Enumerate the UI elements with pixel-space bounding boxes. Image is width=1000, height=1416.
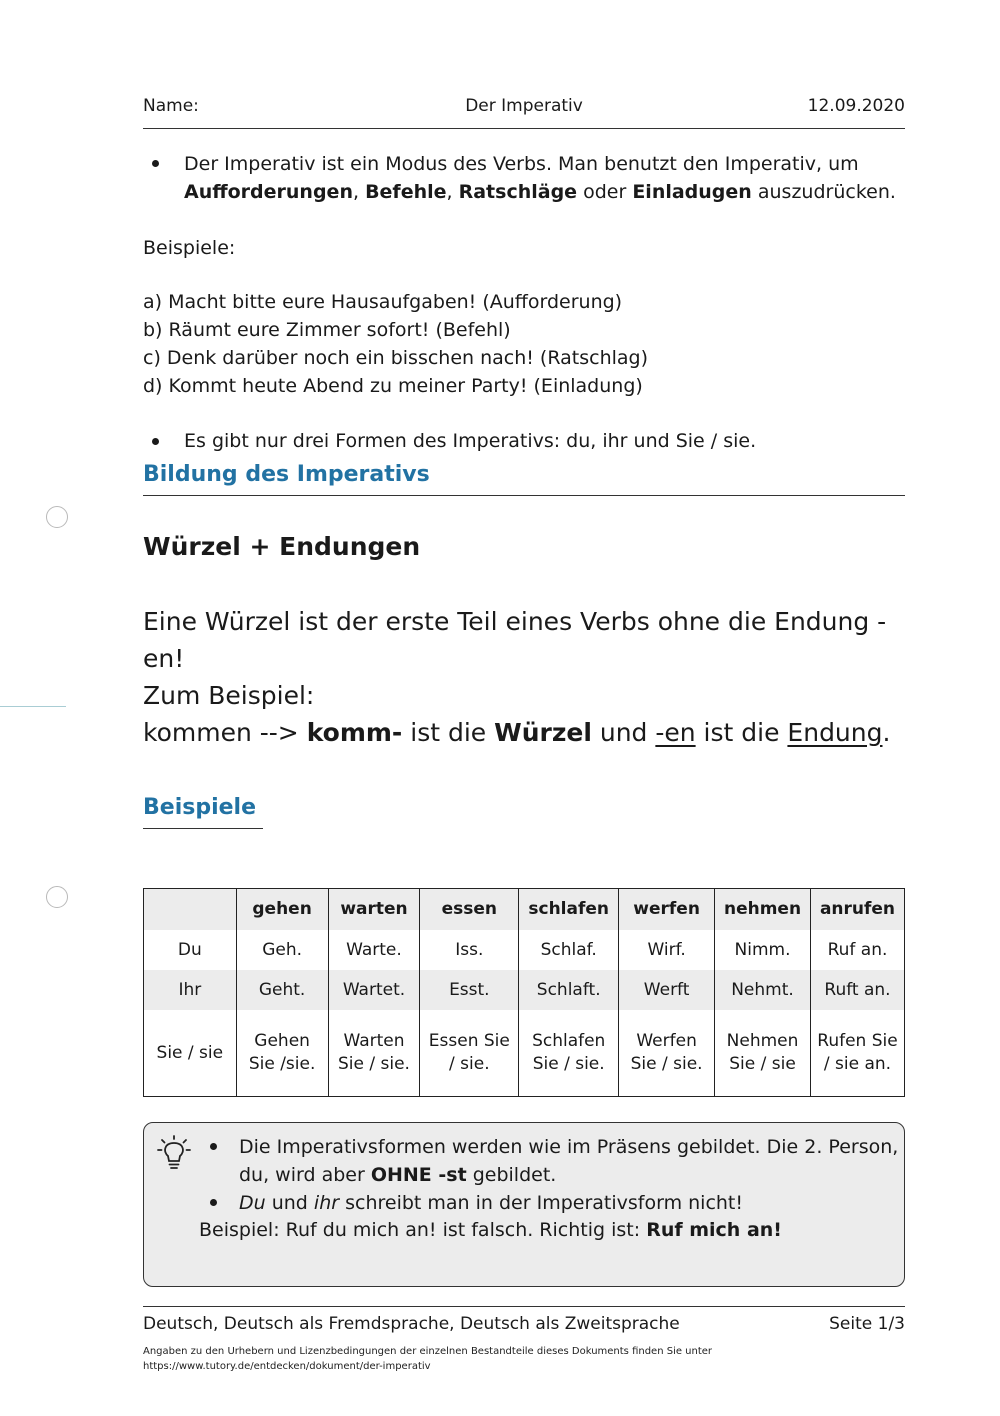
tip-example: Beispiel: Ruf du mich an! ist falsch. Richtig ist: Ruf mich an! [199, 1219, 782, 1241]
tip-bullet-1: Die Imperativsformen werden wie im Präsens gebildet. Die 2. Person, du, wird aber OHNE -st gebildet. [239, 1136, 899, 1186]
table-cell: Werft [619, 970, 715, 1010]
section-rule [143, 495, 905, 496]
imperative-table [143, 888, 905, 1097]
fold-mark [0, 706, 66, 707]
row-label: Du [144, 930, 237, 970]
page-title: Der Imperativ [465, 96, 583, 116]
tip-box [143, 1122, 905, 1287]
table-cell: Iss. [420, 930, 519, 970]
column-header: warten [328, 889, 420, 931]
table-header-row [144, 889, 905, 931]
tip-bullet-2: Du und ihr schreibt man in der Imperativsform nicht! [239, 1192, 743, 1214]
column-header: schlafen [519, 889, 619, 931]
bullet-icon [152, 160, 159, 167]
table-cell: Ruf an. [810, 930, 904, 970]
date: 12.09.2020 [807, 96, 905, 116]
bullet-icon [210, 1199, 217, 1206]
table-cell: Geh. [236, 930, 328, 970]
subheading-wuerzel: Würzel + Endungen [143, 532, 421, 561]
table-cell: Warten Sie / sie. [328, 1010, 420, 1097]
table-cell: Wirf. [619, 930, 715, 970]
row-label: Sie / sie [144, 1010, 237, 1097]
examples-heading: Beispiele: [143, 237, 236, 259]
table-cell: Nehmen Sie / sie [715, 1010, 811, 1097]
table-row [144, 930, 905, 970]
footer-subjects: Deutsch, Deutsch als Fremdsprache, Deutsch als Zweitsprache [143, 1314, 680, 1334]
punch-hole-mark [46, 506, 68, 528]
table-row [144, 970, 905, 1010]
example-item: b) Räumt eure Zimmer sofort! (Befehl) [143, 319, 511, 341]
example-item: d) Kommt heute Abend zu meiner Party! (Einladung) [143, 375, 643, 397]
column-header: nehmen [715, 889, 811, 931]
section-title-bildung: Bildung des Imperativs [143, 462, 430, 487]
name-label: Name: [143, 96, 199, 116]
section-underline [143, 828, 263, 829]
table-cell: Werfen Sie / sie. [619, 1010, 715, 1097]
page-number: Seite 1/3 [829, 1314, 905, 1334]
table-cell: Essen Sie / sie. [420, 1010, 519, 1097]
column-header: anrufen [810, 889, 904, 931]
license-url[interactable]: https://www.tutory.de/entdecken/dokument/der-imperativ [143, 1361, 431, 1372]
license-notice: Angaben zu den Urhebern und Lizenzbedingungen der einzelnen Bestandteile dieses Dokuments finden Sie unter https://www.tutory.de/entdecken/dokument/der-imperativ [143, 1344, 905, 1374]
intro-bullet-forms: Es gibt nur drei Formen des Imperativs: du, ihr und Sie / sie. [184, 430, 757, 452]
table-cell: Schlaft. [519, 970, 619, 1010]
wuerzel-explanation: Eine Würzel ist der erste Teil eines Verbs ohne die Endung - en! Zum Beispiel: kommen --> komm- ist die Würzel und -en ist die Endung. [143, 607, 891, 747]
bullet-icon [210, 1143, 217, 1150]
column-header [144, 889, 237, 931]
table-cell: Wartet. [328, 970, 420, 1010]
table-cell: Geht. [236, 970, 328, 1010]
column-header: werfen [619, 889, 715, 931]
punch-hole-mark [46, 886, 68, 908]
example-item: a) Macht bitte eure Hausaufgaben! (Aufforderung) [143, 291, 623, 313]
table-cell: Gehen Sie /sie. [236, 1010, 328, 1097]
header-rule [143, 128, 905, 129]
table-cell: Ruft an. [810, 970, 904, 1010]
table-cell: Schlafen Sie / sie. [519, 1010, 619, 1097]
column-header: essen [420, 889, 519, 931]
table-cell: Schlaf. [519, 930, 619, 970]
table-cell: Warte. [328, 930, 420, 970]
table-cell: Nimm. [715, 930, 811, 970]
examples-list [143, 288, 648, 400]
footer-rule [143, 1306, 905, 1307]
section-title-beispiele: Beispiele [143, 795, 256, 820]
table-cell: Rufen Sie / sie an. [810, 1010, 904, 1097]
intro-bullet-text: Der Imperativ ist ein Modus des Verbs. Man benutzt den Imperativ, um Aufforderungen, Befehle, Ratschläge oder Einladugen auszudrücken. [184, 153, 896, 203]
example-item: c) Denk darüber noch ein bisschen nach! (Ratschlag) [143, 347, 649, 369]
lightbulb-icon [157, 1134, 191, 1172]
bullet-icon [152, 438, 159, 445]
table-row [144, 1010, 905, 1097]
row-label: Ihr [144, 970, 237, 1010]
table-cell: Esst. [420, 970, 519, 1010]
table-cell: Nehmt. [715, 970, 811, 1010]
column-header: gehen [236, 889, 328, 931]
